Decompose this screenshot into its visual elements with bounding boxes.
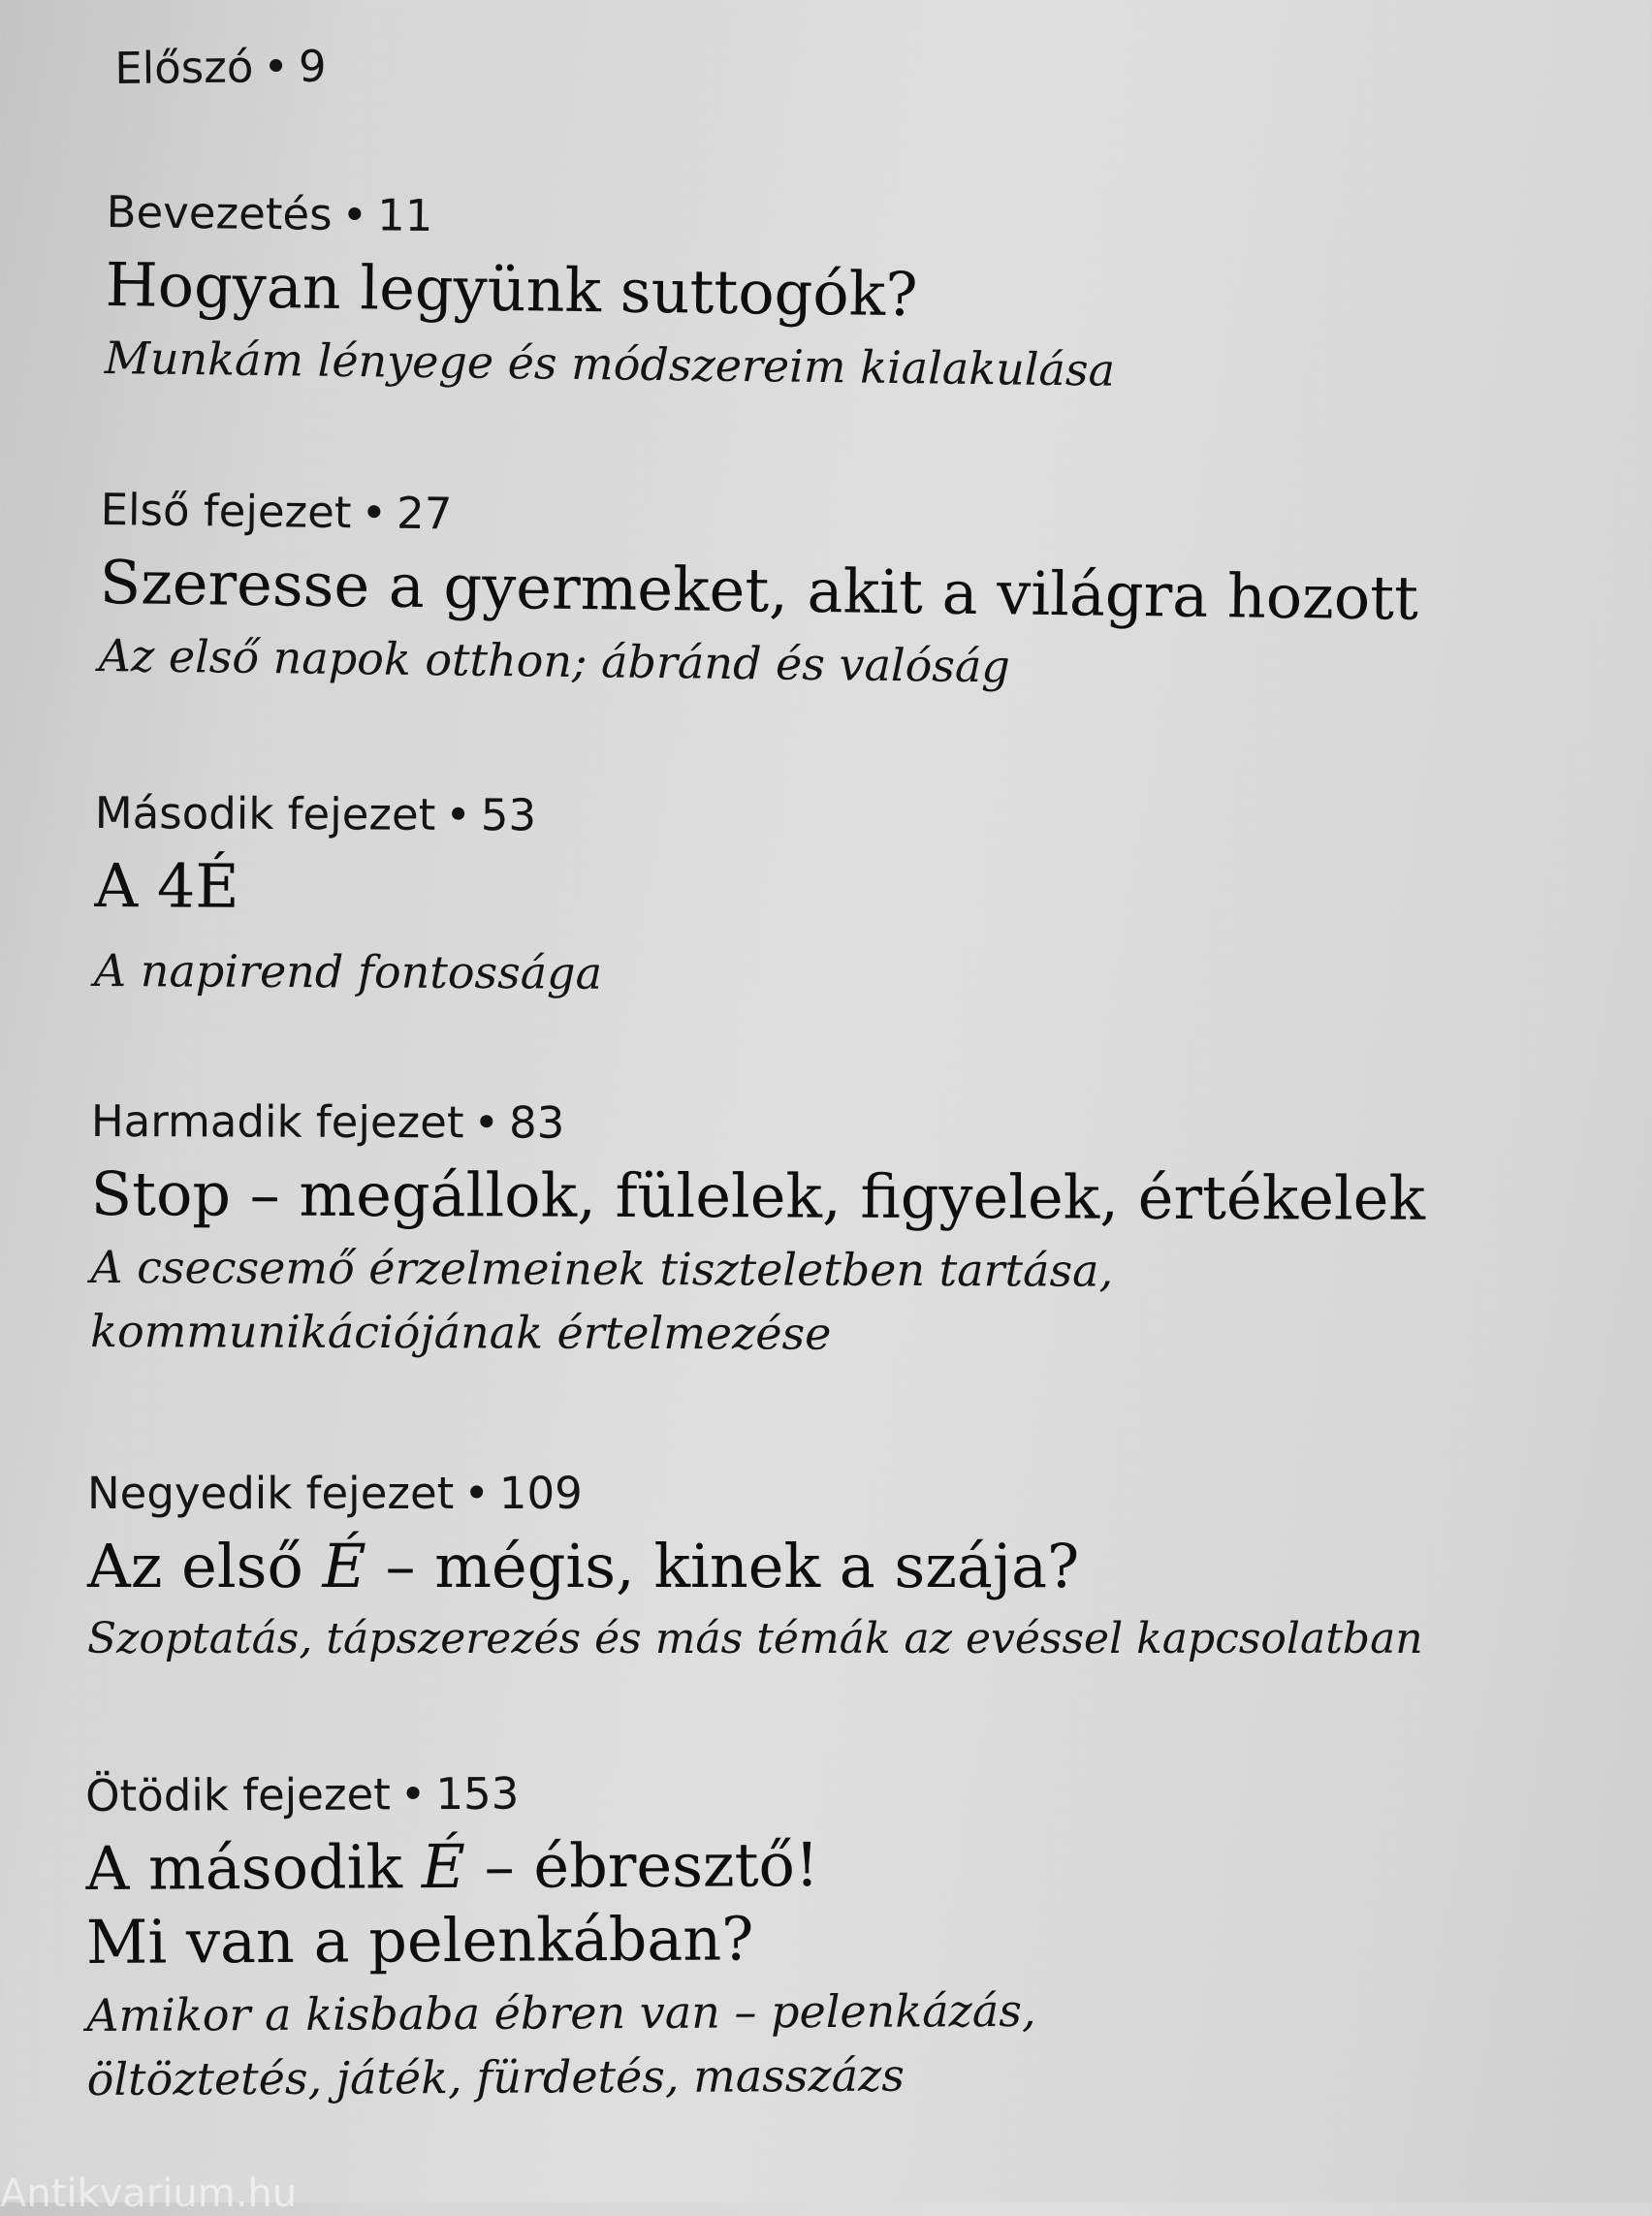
toc-entry-chapter-2: [94, 785, 603, 1005]
toc-entry-bevezetes: [104, 184, 1117, 402]
chapter-subtitle: Munkám lényege és módszereim kialakulása: [104, 331, 1116, 396]
title-part: A második: [85, 1831, 422, 1904]
page-number: 27: [396, 487, 453, 540]
chapter-title-line-1: [85, 1825, 1035, 1908]
entry-label: [100, 482, 1419, 554]
entry-label: [114, 39, 327, 97]
label-text: Bevezetés: [106, 185, 333, 240]
page-number: 109: [498, 1468, 583, 1519]
chapter-subtitle-line-2: kommunikációjának értelmezése: [90, 1304, 832, 1360]
chapter-subtitle: Szoptatás, tápszerezés és más témák az evéssel kapcsolatban: [87, 1614, 1423, 1663]
toc-entry-chapter-1: [98, 482, 1419, 704]
chapter-subtitle: Az első napok otthon; ábránd és valóság: [98, 628, 1011, 693]
page-number: 83: [508, 1096, 565, 1149]
entry-label: [106, 184, 1117, 253]
toc-entry-eloszo: [114, 39, 327, 97]
title-part: – ébresztő!: [464, 1829, 819, 1902]
label-text: Harmadik fejezet: [90, 1095, 464, 1149]
chapter-subtitle-line-1: Amikor a kisbaba ébren van – pelenkázás,: [86, 1983, 1036, 2042]
label-text: Ötödik fejezet: [85, 1768, 391, 1821]
title-part-italic: É: [421, 1830, 466, 1903]
toc-entry-chapter-5: [85, 1763, 1036, 2111]
entry-label: [91, 1093, 1426, 1155]
entry-label: [85, 1763, 1034, 1824]
label-text: Előszó: [114, 41, 254, 94]
label-text: Első fejezet: [100, 483, 352, 539]
chapter-title-line-2: Mi van a pelenkában?: [85, 1903, 754, 1978]
chapter-title: A 4É: [94, 849, 239, 922]
entry-label: [95, 785, 603, 844]
chapter-subtitle-line-2: öltöztetés, játék, fürdetés, masszázs: [86, 2048, 905, 2105]
title-part: – mégis, kinek a szája?: [365, 1531, 1080, 1601]
bullet-separator: •: [463, 1468, 490, 1519]
label-text: Negyedik fejezet: [87, 1468, 455, 1519]
bullet-separator: •: [263, 41, 290, 93]
title-part: Az első: [87, 1531, 323, 1601]
bullet-separator: •: [445, 788, 472, 841]
page-number: 11: [376, 189, 433, 242]
watermark: Antikvarium.hu: [0, 2171, 298, 2216]
bullet-separator: •: [473, 1096, 500, 1149]
title-part-italic: É: [322, 1531, 366, 1601]
bullet-separator: •: [341, 188, 368, 241]
chapter-title: Stop – megállok, fülelek, figyelek, értékelek: [90, 1157, 1426, 1234]
bullet-separator: •: [361, 487, 388, 539]
chapter-subtitle: A napirend fontossága: [93, 943, 603, 999]
chapter-subtitle-line-1: A csecsemő érzelmeinek tiszteletben tartása,: [90, 1240, 1114, 1297]
chapter-title: [87, 1528, 1423, 1605]
page-number: 9: [298, 40, 327, 93]
label-text: Második fejezet: [94, 787, 436, 840]
entry-label: [87, 1466, 1423, 1522]
page-number: 153: [435, 1767, 520, 1820]
toc-entry-chapter-4: [87, 1466, 1423, 1671]
bullet-separator: •: [399, 1768, 427, 1820]
toc-entry-chapter-3: [90, 1093, 1425, 1368]
chapter-title: Szeresse a gyermeket, akit a világra hozott: [99, 546, 1419, 634]
page-number: 53: [480, 789, 537, 841]
chapter-title: Hogyan legyünk suttogók?: [105, 248, 918, 331]
